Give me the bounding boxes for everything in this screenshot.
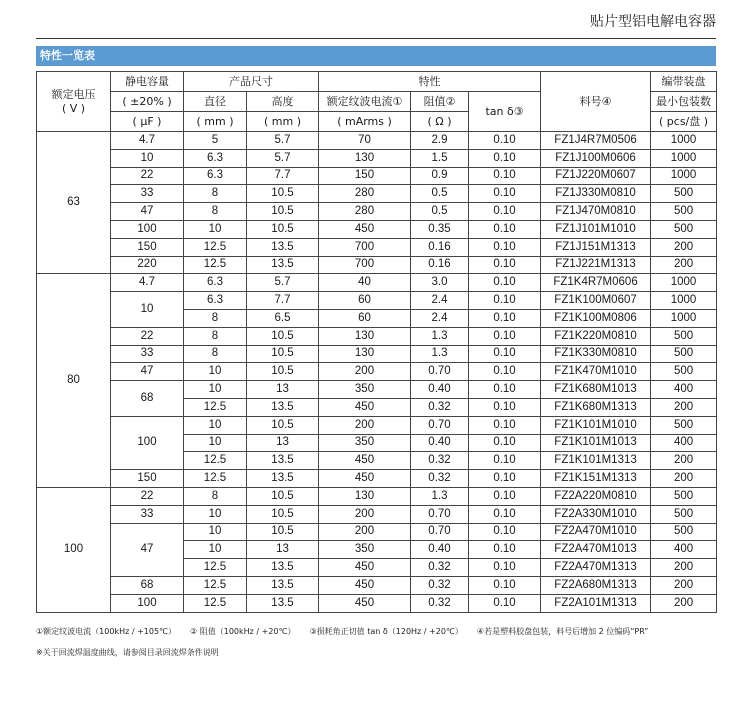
cell-capacitance: 22 [111,327,184,345]
cell-height: 5.7 [247,149,319,167]
cell-min-pack: 1000 [651,292,717,310]
cell-min-pack: 400 [651,434,717,452]
table-row [37,149,717,167]
cell-esr: 0.40 [411,541,469,559]
cell-ripple-current: 700 [319,238,411,256]
cell-tan-delta: 0.10 [469,185,541,203]
footnote: ④若是塑料胶盘包装，料号后增加 2 位编码“PR” [476,627,649,636]
cell-rated-voltage: 80 [37,274,111,488]
title-divider [36,38,716,39]
cell-ripple-current: 450 [319,452,411,470]
cell-height: 13.5 [247,576,319,594]
cell-min-pack: 500 [651,203,717,221]
th-tan-delta: tan δ③ [469,92,541,132]
cell-height: 13 [247,434,319,452]
cell-ripple-current: 350 [319,434,411,452]
cell-esr: 0.5 [411,185,469,203]
cell-min-pack: 200 [651,452,717,470]
cell-esr: 1.3 [411,327,469,345]
cell-height: 10.5 [247,185,319,203]
cell-min-pack: 500 [651,345,717,363]
cell-min-pack: 200 [651,398,717,416]
cell-part-number: FZ2A220M0810 [541,487,651,505]
cell-part-number: FZ1K101M1013 [541,434,651,452]
section-title: 特性一览表 [40,49,95,62]
cell-capacitance: 47 [111,203,184,221]
cell-ripple-current: 200 [319,523,411,541]
cell-esr: 0.16 [411,238,469,256]
cell-diameter: 12.5 [184,238,247,256]
cell-tan-delta: 0.10 [469,203,541,221]
cell-ripple-current: 130 [319,149,411,167]
footnote: ①额定纹波电流（100kHz / +105℃） [36,627,177,636]
cell-diameter: 6.3 [184,292,247,310]
cell-diameter: 8 [184,309,247,327]
th-rated-voltage-label: 额定电压 [51,87,96,101]
cell-min-pack: 200 [651,559,717,577]
cell-part-number: FZ1K220M0810 [541,327,651,345]
cell-diameter: 10 [184,523,247,541]
cell-tan-delta: 0.10 [469,292,541,310]
cell-capacitance: 47 [111,363,184,381]
table-row [37,416,717,434]
cell-height: 10.5 [247,523,319,541]
cell-ripple-current: 450 [319,220,411,238]
cell-esr: 0.16 [411,256,469,274]
cell-height: 13.5 [247,398,319,416]
cell-capacitance: 33 [111,505,184,523]
footnotes [36,626,648,638]
cell-tan-delta: 0.10 [469,238,541,256]
cell-part-number: FZ1K680M1313 [541,398,651,416]
table-row [37,185,717,203]
cell-min-pack: 1000 [651,167,717,185]
cell-height: 5.7 [247,132,319,150]
document-title: 贴片型铝电解电容器 [590,14,716,30]
cell-ripple-current: 280 [319,185,411,203]
table-row [37,203,717,221]
cell-ripple-current: 200 [319,416,411,434]
table-row [37,523,717,541]
cell-esr: 3.0 [411,274,469,292]
table-row [37,327,717,345]
cell-tan-delta: 0.10 [469,220,541,238]
cell-esr: 0.70 [411,505,469,523]
cell-min-pack: 200 [651,238,717,256]
cell-min-pack: 500 [651,327,717,345]
cell-height: 10.5 [247,416,319,434]
cell-tan-delta: 0.10 [469,594,541,612]
th-ripple-current-unit: ( mArms ) [319,112,411,132]
cell-min-pack: 1000 [651,132,717,150]
cell-ripple-current: 350 [319,381,411,399]
cell-diameter: 10 [184,434,247,452]
cell-height: 13.5 [247,559,319,577]
cell-part-number: FZ1J470M0810 [541,203,651,221]
table-row [37,292,717,310]
cell-tan-delta: 0.10 [469,363,541,381]
cell-height: 13.5 [247,470,319,488]
cell-diameter: 12.5 [184,594,247,612]
cell-min-pack: 500 [651,220,717,238]
cell-ripple-current: 450 [319,594,411,612]
th-rated-voltage-unit: ( V ) [61,101,86,115]
cell-capacitance: 150 [111,470,184,488]
cell-height: 7.7 [247,292,319,310]
cell-diameter: 6.3 [184,167,247,185]
cell-part-number: FZ2A680M1313 [541,576,651,594]
cell-capacitance: 68 [111,576,184,594]
cell-diameter: 8 [184,185,247,203]
cell-tan-delta: 0.10 [469,434,541,452]
th-capacitance-tolerance: ( ±20% ) [111,92,184,112]
cell-ripple-current: 130 [319,327,411,345]
cell-ripple-current: 150 [319,167,411,185]
cell-esr: 0.70 [411,416,469,434]
cell-capacitance: 4.7 [111,132,184,150]
table-row [37,505,717,523]
cell-tan-delta: 0.10 [469,381,541,399]
table-row [37,470,717,488]
section-banner [36,46,716,66]
cell-diameter: 8 [184,487,247,505]
reflow-note: ※关于回流焊温度曲线，请参阅目录回流焊条件说明 [36,648,219,657]
cell-tan-delta: 0.10 [469,470,541,488]
cell-ripple-current: 350 [319,541,411,559]
cell-esr: 0.40 [411,381,469,399]
cell-part-number: FZ1J151M1313 [541,238,651,256]
cell-esr: 2.4 [411,309,469,327]
table-row [37,167,717,185]
cell-height: 5.7 [247,274,319,292]
cell-esr: 0.70 [411,523,469,541]
cell-min-pack: 1000 [651,149,717,167]
cell-tan-delta: 0.10 [469,487,541,505]
cell-min-pack: 200 [651,576,717,594]
cell-height: 13.5 [247,452,319,470]
cell-min-pack: 1000 [651,309,717,327]
cell-capacitance: 10 [111,149,184,167]
cell-height: 10.5 [247,220,319,238]
cell-esr: 1.3 [411,487,469,505]
th-rated-voltage [37,72,111,132]
cell-ripple-current: 60 [319,292,411,310]
cell-ripple-current: 70 [319,132,411,150]
cell-capacitance: 220 [111,256,184,274]
table-row [37,576,717,594]
cell-part-number: FZ1K4R7M0606 [541,274,651,292]
cell-tan-delta: 0.10 [469,327,541,345]
cell-ripple-current: 60 [319,309,411,327]
th-height: 高度 [247,92,319,112]
cell-diameter: 6.3 [184,274,247,292]
cell-esr: 0.5 [411,203,469,221]
cell-tan-delta: 0.10 [469,505,541,523]
cell-diameter: 10 [184,505,247,523]
cell-height: 13.5 [247,594,319,612]
footnote: ③损耗角正切值 tan δ（120Hz / +20℃） [309,627,463,636]
cell-tan-delta: 0.10 [469,541,541,559]
th-part-number: 料号④ [541,72,651,132]
cell-ripple-current: 40 [319,274,411,292]
table-row [37,274,717,292]
cell-capacitance: 100 [111,220,184,238]
cell-min-pack: 200 [651,470,717,488]
cell-min-pack: 500 [651,363,717,381]
cell-min-pack: 1000 [651,274,717,292]
cell-min-pack: 500 [651,185,717,203]
cell-height: 13 [247,541,319,559]
th-diameter: 直径 [184,92,247,112]
cell-part-number: FZ1K101M1313 [541,452,651,470]
th-diameter-unit: ( mm ) [184,112,247,132]
th-ripple-current: 额定纹波电流① [319,92,411,112]
cell-ripple-current: 700 [319,256,411,274]
cell-part-number: FZ2A470M1313 [541,559,651,577]
cell-capacitance: 10 [111,292,184,328]
cell-min-pack: 400 [651,541,717,559]
th-min-pack: 最小包装数 [651,92,717,112]
cell-esr: 0.32 [411,470,469,488]
cell-part-number: FZ1K151M1313 [541,470,651,488]
cell-esr: 2.9 [411,132,469,150]
cell-capacitance: 33 [111,185,184,203]
th-capacitance-unit: ( μF ) [111,112,184,132]
cell-ripple-current: 130 [319,487,411,505]
cell-esr: 2.4 [411,292,469,310]
cell-diameter: 12.5 [184,452,247,470]
cell-part-number: FZ2A101M1313 [541,594,651,612]
cell-tan-delta: 0.10 [469,559,541,577]
cell-esr: 0.32 [411,576,469,594]
table-row [37,132,717,150]
cell-capacitance: 100 [111,416,184,469]
th-packing: 编带装盘 [651,72,717,92]
cell-esr: 0.35 [411,220,469,238]
cell-part-number: FZ1J221M1313 [541,256,651,274]
cell-ripple-current: 450 [319,470,411,488]
table-row [37,220,717,238]
cell-tan-delta: 0.10 [469,345,541,363]
cell-esr: 0.70 [411,363,469,381]
cell-height: 13 [247,381,319,399]
cell-ripple-current: 280 [319,203,411,221]
table-body [37,132,717,613]
cell-diameter: 5 [184,132,247,150]
cell-height: 10.5 [247,203,319,221]
cell-min-pack: 500 [651,505,717,523]
cell-tan-delta: 0.10 [469,309,541,327]
th-characteristics: 特性 [319,72,541,92]
cell-ripple-current: 200 [319,363,411,381]
cell-height: 10.5 [247,327,319,345]
cell-diameter: 8 [184,327,247,345]
cell-diameter: 12.5 [184,398,247,416]
cell-part-number: FZ1K330M0810 [541,345,651,363]
cell-height: 10.5 [247,487,319,505]
table-row [37,345,717,363]
cell-part-number: FZ1K680M1013 [541,381,651,399]
cell-tan-delta: 0.10 [469,132,541,150]
th-esr: 阻值② [411,92,469,112]
cell-part-number: FZ1K101M1010 [541,416,651,434]
cell-capacitance: 68 [111,381,184,417]
cell-esr: 1.3 [411,345,469,363]
table-row [37,594,717,612]
th-capacitance: 静电容量 [111,72,184,92]
cell-tan-delta: 0.10 [469,274,541,292]
cell-min-pack: 400 [651,381,717,399]
cell-diameter: 10 [184,363,247,381]
cell-tan-delta: 0.10 [469,523,541,541]
cell-diameter: 6.3 [184,149,247,167]
cell-capacitance: 22 [111,167,184,185]
cell-esr: 0.32 [411,452,469,470]
th-min-pack-unit: ( pcs/盘 ) [651,112,717,132]
cell-rated-voltage: 100 [37,487,111,612]
cell-part-number: FZ1K470M1010 [541,363,651,381]
cell-esr: 0.40 [411,434,469,452]
cell-diameter: 10 [184,220,247,238]
cell-part-number: FZ2A470M1013 [541,541,651,559]
cell-capacitance: 150 [111,238,184,256]
cell-capacitance: 22 [111,487,184,505]
cell-diameter: 8 [184,203,247,221]
cell-part-number: FZ1K100M0607 [541,292,651,310]
cell-diameter: 10 [184,541,247,559]
table-row [37,256,717,274]
cell-esr: 0.32 [411,398,469,416]
th-size: 产品尺寸 [184,72,319,92]
cell-ripple-current: 130 [319,345,411,363]
cell-ripple-current: 200 [319,505,411,523]
cell-part-number: FZ2A330M1010 [541,505,651,523]
cell-part-number: FZ2A470M1010 [541,523,651,541]
footnote: ② 阻值（100kHz / +20℃） [190,627,296,636]
cell-rated-voltage: 63 [37,132,111,274]
cell-diameter: 10 [184,416,247,434]
cell-part-number: FZ1J4R7M0506 [541,132,651,150]
cell-ripple-current: 450 [319,559,411,577]
cell-height: 6.5 [247,309,319,327]
cell-tan-delta: 0.10 [469,256,541,274]
cell-height: 10.5 [247,363,319,381]
table-header [37,72,717,132]
cell-min-pack: 500 [651,523,717,541]
cell-part-number: FZ1J330M0810 [541,185,651,203]
th-height-unit: ( mm ) [247,112,319,132]
cell-capacitance: 4.7 [111,274,184,292]
cell-part-number: FZ1J101M1010 [541,220,651,238]
table-row [37,487,717,505]
cell-tan-delta: 0.10 [469,149,541,167]
table-row [37,238,717,256]
cell-min-pack: 200 [651,594,717,612]
cell-height: 10.5 [247,345,319,363]
cell-capacitance: 33 [111,345,184,363]
cell-min-pack: 200 [651,256,717,274]
cell-part-number: FZ1K100M0806 [541,309,651,327]
cell-height: 13.5 [247,238,319,256]
cell-diameter: 12.5 [184,559,247,577]
th-esr-unit: ( Ω ) [411,112,469,132]
cell-tan-delta: 0.10 [469,416,541,434]
cell-capacitance: 47 [111,523,184,576]
cell-diameter: 10 [184,381,247,399]
spec-table [36,71,717,613]
cell-capacitance: 100 [111,594,184,612]
header-row [37,72,717,92]
cell-ripple-current: 450 [319,576,411,594]
cell-tan-delta: 0.10 [469,452,541,470]
cell-esr: 0.32 [411,559,469,577]
cell-ripple-current: 450 [319,398,411,416]
cell-part-number: FZ1J100M0606 [541,149,651,167]
cell-height: 13.5 [247,256,319,274]
cell-esr: 1.5 [411,149,469,167]
cell-tan-delta: 0.10 [469,576,541,594]
cell-diameter: 12.5 [184,256,247,274]
cell-tan-delta: 0.10 [469,167,541,185]
cell-min-pack: 500 [651,487,717,505]
cell-part-number: FZ1J220M0607 [541,167,651,185]
table-row [37,381,717,399]
cell-height: 7.7 [247,167,319,185]
table-row [37,363,717,381]
cell-tan-delta: 0.10 [469,398,541,416]
cell-esr: 0.32 [411,594,469,612]
cell-height: 10.5 [247,505,319,523]
cell-diameter: 12.5 [184,470,247,488]
cell-esr: 0.9 [411,167,469,185]
cell-diameter: 8 [184,345,247,363]
cell-diameter: 12.5 [184,576,247,594]
cell-min-pack: 500 [651,416,717,434]
